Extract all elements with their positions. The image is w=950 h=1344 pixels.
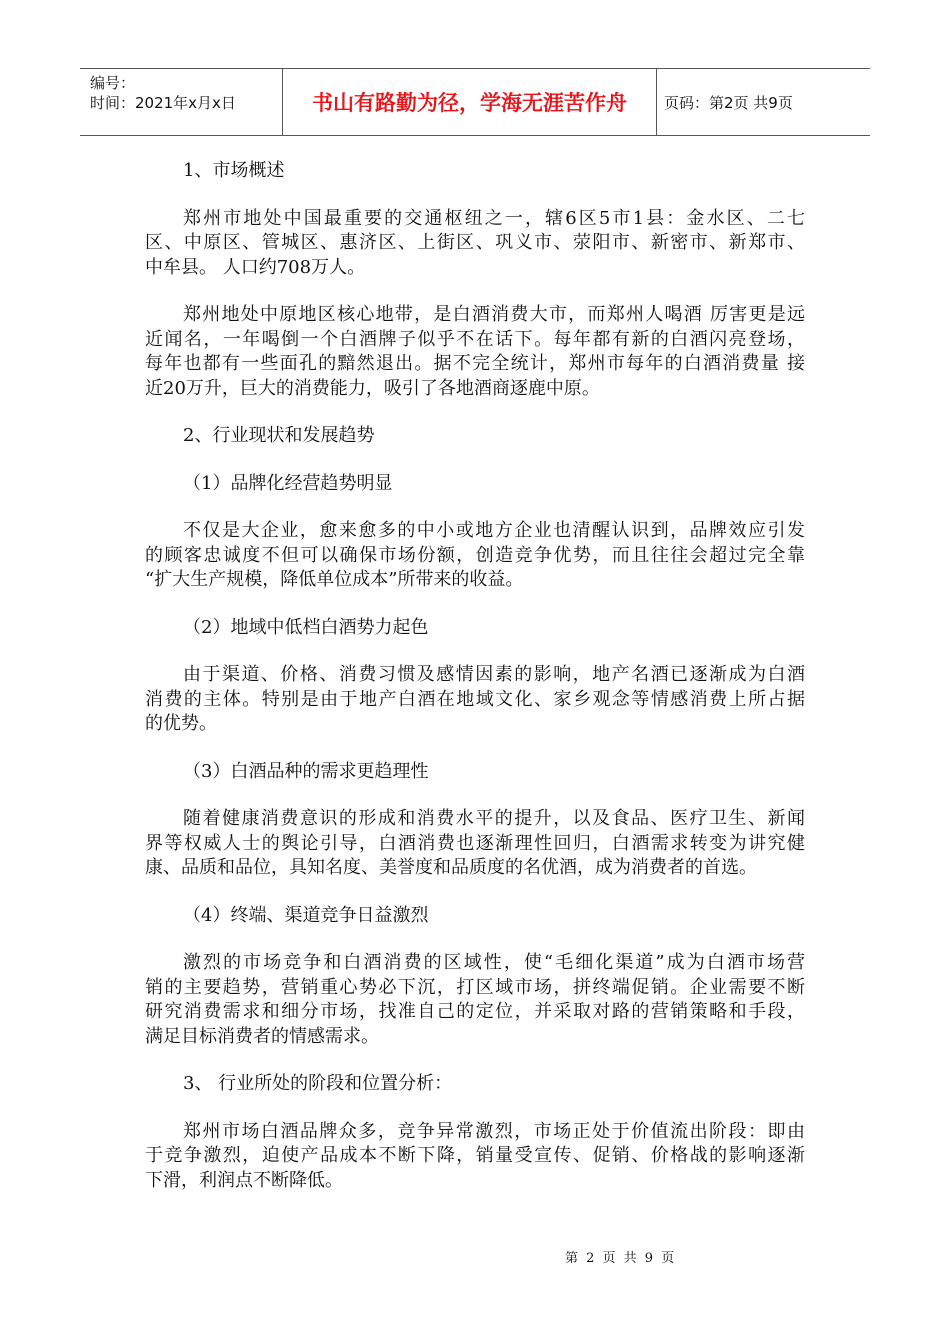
paragraph — [145, 207, 805, 281]
document-body — [145, 159, 805, 1216]
paragraph — [145, 1120, 805, 1194]
document-header — [80, 68, 870, 136]
text-line: 下滑，利润点不断降低。 — [145, 1169, 343, 1191]
text-line: 每年也都有一些面孔的黯然退出。据不完全统计，郑州市每年的白酒消费量 接 — [145, 353, 805, 374]
header-motto: 书山有路勤为径，学海无涯苦作舟 — [282, 69, 657, 135]
text-line: 康、品质和品位，具知名度、美誉度和品质度的名优酒，成为消费者的首选。 — [145, 857, 757, 878]
section-heading — [145, 1072, 805, 1097]
section-heading — [145, 904, 805, 929]
text-line: 2、行业现状和发展趋势 — [183, 425, 375, 446]
document-number-label: 编号： — [90, 74, 136, 92]
text-line: （3）白酒品种的需求更趋理性 — [183, 760, 429, 782]
paragraph — [145, 951, 805, 1049]
paragraph — [145, 303, 805, 401]
text-line: 近20万升，巨大的消费能力，吸引了各地酒商逐鹿中原。 — [145, 377, 600, 399]
text-line: 研究消费需求和细分市场，找准自己的定位，并采取对路的营销策略和手段， — [145, 1001, 805, 1022]
text-line: 区、中原区、管城区、惠济区、上街区、巩义市、荥阳市、新密市、新郑市、 — [145, 232, 805, 253]
text-line: 界等权威人士的舆论引导，白酒消费也逐渐理性回归，白酒需求转变为讲究健 — [145, 832, 805, 854]
page-footer: 第 2 页 共 9 页 — [565, 1251, 677, 1266]
document-date: 时间：2021年x月x日 — [90, 94, 236, 112]
text-line: 1、市场概述 — [183, 160, 285, 181]
text-line: 郑州市地处中国最重要的交通枢纽之一，辖6区5市1县：金水区、二七 — [183, 207, 805, 229]
section-heading — [145, 616, 805, 641]
text-line: 郑州地处中原地区核心地带，是白酒消费大市，而郑州人喝酒 厉害更是远 — [183, 304, 805, 325]
section-heading — [145, 424, 805, 449]
text-line: 于竞争激烈，迫使产品成本不断下降，销量受宣传、促销、价格战的影响逐渐 — [145, 1145, 805, 1166]
paragraph — [145, 807, 805, 881]
section-heading — [145, 159, 805, 184]
text-line: 消费的主体。特别是由于地产白酒在地域文化、家乡观念等情感消费上所占据 — [145, 688, 805, 710]
section-heading — [145, 760, 805, 785]
text-line: （2）地域中低档白酒势力起色 — [183, 616, 429, 638]
paragraph — [145, 663, 805, 737]
header-meta — [80, 69, 282, 135]
paragraph — [145, 519, 805, 593]
text-line: 的顾客忠诚度不但可以确保市场份额，创造竞争优势，而且往往会超过完全靠 — [145, 544, 805, 566]
text-line: 不仅是大企业，愈来愈多的中小或地方企业也清醒认识到，品牌效应引发 — [183, 520, 805, 541]
text-line: “扩大生产规模，降低单位成本”所带来的收益。 — [145, 569, 524, 590]
text-line: 的优势。 — [145, 713, 217, 734]
text-line: 近闻名，一年喝倒一个白酒牌子似乎不在话下。每年都有新的白酒闪亮登场， — [145, 328, 805, 350]
text-line: 郑州市场白酒品牌众多，竞争异常激烈，市场正处于价值流出阶段：即由 — [183, 1120, 805, 1142]
text-line: 激烈的市场竞争和白酒消费的区域性，使“毛细化渠道”成为白酒市场营 — [183, 952, 805, 973]
header-page-info: 页码：第2页 共9页 — [664, 93, 793, 112]
text-line: （4）终端、渠道竞争日益激烈 — [183, 904, 429, 926]
text-line: 随着健康消费意识的形成和消费水平的提升，以及食品、医疗卫生、新闻 — [183, 808, 805, 829]
section-heading — [145, 472, 805, 497]
text-line: 由于渠道、价格、消费习惯及感情因素的影响，地产名酒已逐渐成为白酒 — [183, 664, 805, 685]
text-line: 满足目标消费者的情感需求。 — [145, 1025, 379, 1047]
text-line: （1）品牌化经营趋势明显 — [183, 472, 393, 494]
text-line: 中牟县。 人口约708万人。 — [145, 256, 366, 278]
text-line: 3、 行业所处的阶段和位置分析： — [183, 1073, 453, 1094]
text-line: 销的主要趋势，营销重心势必下沉，打区域市场，拼终端促销。企业需要不断 — [145, 976, 805, 998]
